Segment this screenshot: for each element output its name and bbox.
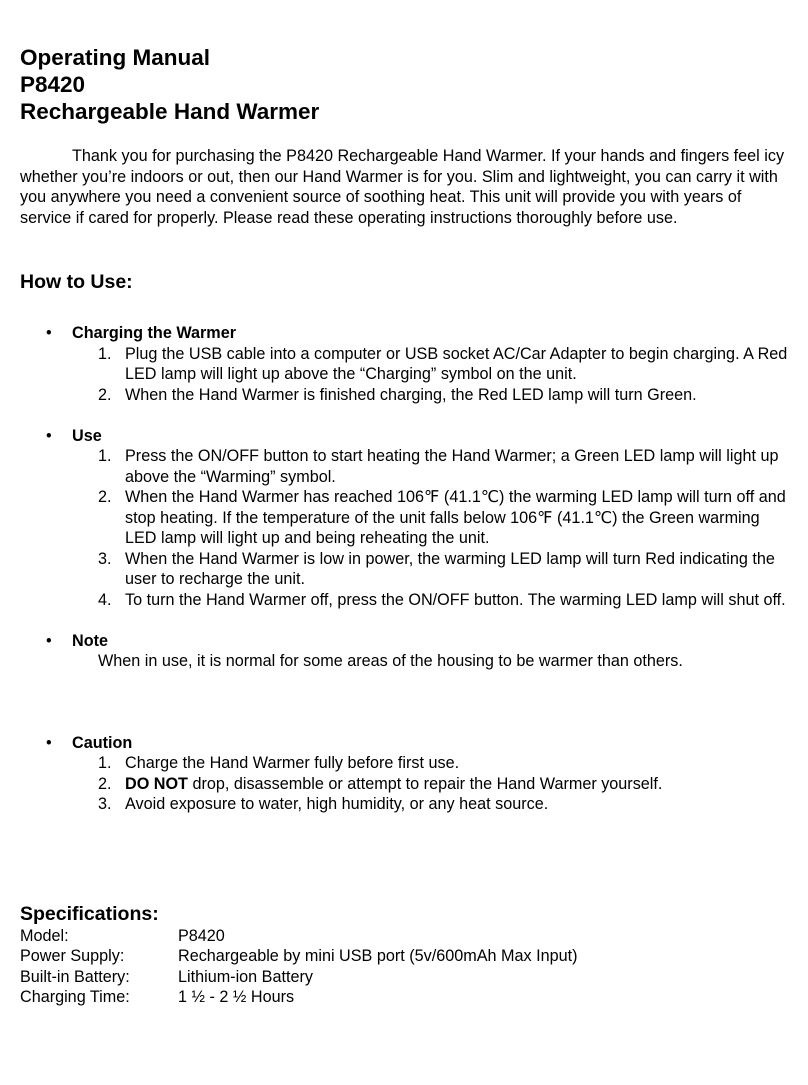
- note-title: [46, 631, 792, 652]
- step-text: Charge the Hand Warmer fully before first use.: [125, 754, 460, 772]
- step-number: 3.: [98, 549, 112, 568]
- list-item: [72, 385, 792, 406]
- charging-section: [46, 323, 792, 405]
- specifications-heading: Specifications:: [20, 902, 159, 925]
- list-item: [72, 590, 792, 611]
- note-section: [46, 631, 792, 672]
- list-item: [72, 487, 792, 549]
- note-text: When in use, it is normal for some areas of the housing to be warmer than others.: [98, 652, 683, 670]
- manual-page: [20, 44, 792, 1008]
- list-item: [72, 344, 792, 385]
- caution-section: [46, 733, 792, 815]
- spec-value: 1 ½ - 2 ½ Hours: [178, 988, 295, 1006]
- caution-title: [46, 733, 792, 754]
- table-row: [20, 926, 792, 947]
- bullet-icon: •: [46, 426, 52, 445]
- use-section: [46, 426, 792, 611]
- spec-value: Lithium-ion Battery: [178, 967, 313, 986]
- step-text: When the Hand Warmer is low in power, the warming LED lamp will turn Red indicating the user to recharge the unit.: [125, 549, 775, 588]
- step-text: When the Hand Warmer has reached 106℉ (41.1℃) the warming LED lamp will turn off and stop heating. If the temperature of the unit falls below 106℉ (41.1℃) the Green warming LED lamp will light up and being reheating the unit.: [125, 488, 786, 547]
- intro-paragraph: Thank you for purchasing the P8420 Rechargeable Hand Warmer. If your hands and fingers feel icy whether you’re indoors or out, then our Hand Warmer is for you. Slim and lightweight, you can carry it with you anywhere you need a convenient source of soothing heat. This unit will provide you with years of service if cared for properly. Please read these operating instructions thoroughly before use.: [20, 147, 785, 227]
- spec-label: Built-in Battery:: [20, 967, 130, 986]
- spec-value: Rechargeable by mini USB port (5v/600mAh Max Input): [178, 947, 578, 965]
- title-model: P8420: [20, 72, 86, 97]
- charging-title: [46, 323, 792, 344]
- step-number: 1.: [98, 447, 112, 465]
- step-number: 1.: [98, 754, 112, 772]
- note-title-text: Note: [72, 631, 108, 650]
- step-text: To turn the Hand Warmer off, press the ON/OFF button. The warming LED lamp will shut off.: [125, 590, 786, 609]
- step-number: 3.: [98, 795, 112, 813]
- step-text: When the Hand Warmer is finished charging, the Red LED lamp will turn Green.: [125, 385, 697, 404]
- specifications-section: [20, 903, 792, 1008]
- step-number: 4.: [98, 590, 112, 609]
- caution-steps: [72, 753, 792, 815]
- step-number: 1.: [98, 344, 112, 363]
- list-item: [72, 753, 792, 774]
- list-item: [72, 549, 792, 590]
- spec-value: P8420: [178, 926, 225, 945]
- step-number: 2.: [98, 774, 112, 793]
- spec-label: Charging Time:: [20, 988, 130, 1006]
- list-item: [72, 446, 792, 487]
- table-row: [20, 946, 792, 967]
- bullet-icon: •: [46, 324, 52, 342]
- warning-emphasis: DO NOT: [125, 774, 188, 793]
- title-line-1: Operating Manual: [20, 45, 211, 70]
- title-product: Rechargeable Hand Warmer: [20, 99, 320, 124]
- step-number: 2.: [98, 385, 112, 404]
- charging-steps: [72, 344, 792, 406]
- charging-title-text: Charging the Warmer: [72, 324, 236, 342]
- step-text: Plug the USB cable into a computer or USB socket AC/Car Adapter to begin charging. A Red LED lamp will light up above the “Charging” symbol on the unit.: [125, 344, 788, 383]
- spec-label: Model:: [20, 926, 69, 945]
- bullet-icon: •: [46, 733, 52, 752]
- document-title: [20, 44, 792, 125]
- use-title-text: Use: [72, 426, 102, 445]
- use-title: [46, 426, 792, 447]
- step-number: 2.: [98, 488, 112, 506]
- list-item: [72, 794, 792, 815]
- step-text: Press the ON/OFF button to start heating the Hand Warmer; a Green LED lamp will light up above the “Warming” symbol.: [125, 447, 779, 486]
- caution-title-text: Caution: [72, 733, 133, 752]
- spec-label: Power Supply:: [20, 947, 125, 965]
- table-row: [20, 967, 792, 988]
- step-text: Avoid exposure to water, high humidity, or any heat source.: [125, 795, 549, 813]
- list-item: [72, 774, 792, 795]
- step-text: drop, disassemble or attempt to repair the Hand Warmer yourself.: [187, 774, 663, 793]
- use-steps: [72, 446, 792, 610]
- bullet-icon: •: [46, 631, 52, 650]
- how-to-use-heading: How to Use:: [20, 271, 133, 293]
- table-row: [20, 987, 792, 1008]
